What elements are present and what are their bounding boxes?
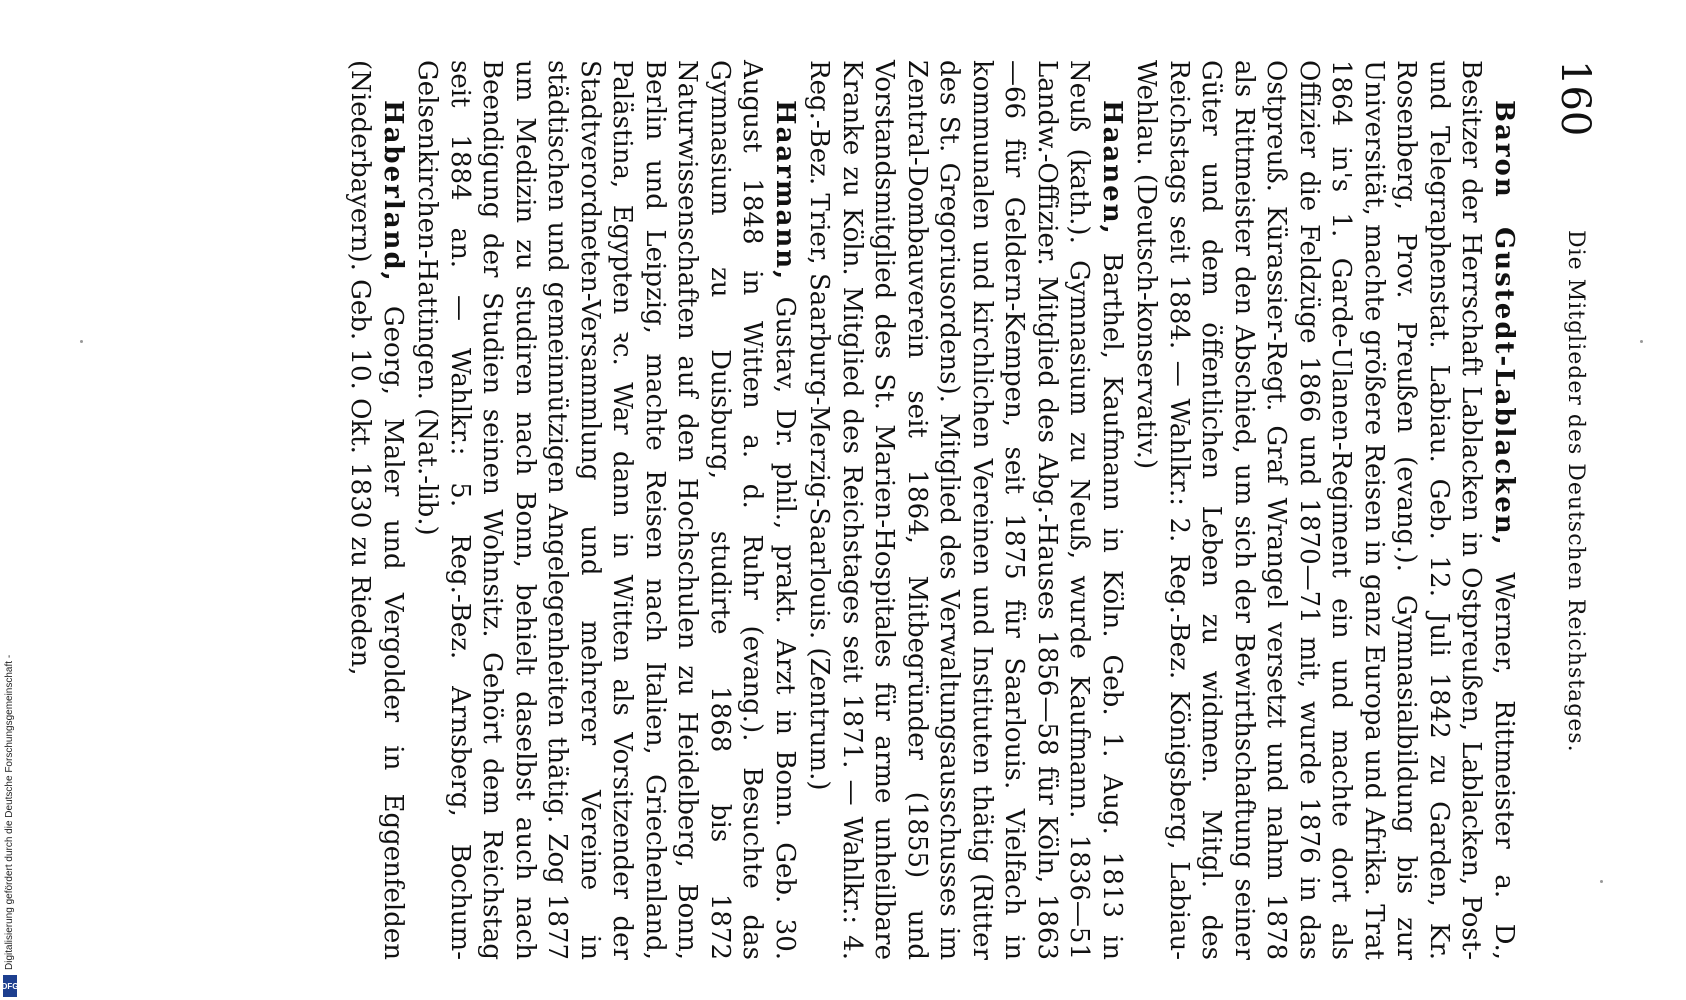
- entry-name: Haarmann,: [770, 100, 800, 282]
- entry-name: Baron Gustedt-Lablacken,: [1489, 100, 1519, 547]
- page-header: [1550, 60, 1600, 960]
- entry-text: Werner, Rittmeister a. D., Besitzer der Herrschaft Lablacken in Ostpreußen, Lablacken, Post- und Telegraphenstat. Labiau. Geb. 12. Juli 1842 zu Garden, Kr. Rosenberg, Prov. Preußen (evang.). Gymnasialbildung bis zur Universität, machte größere Reisen in ganz Europa und Afrika. Trat 1864 in's 1. Garde-Ulanen-Regiment ein und machte dort als Offizier die Feldzüge 1866 und 1870—71 mit, wurde 1876 in das Ostpreuß. Kürassier-Regt. Graf Wrangel versetzt und nahm 1878 als Rittmeister den Abschied, um sich der Bewirthschaftung seiner Güter und dem öffentlichen Leben zu widmen. Mitgl. des Reichstags seit 1884. — Wahlkr.: 2. Reg.-Bez. Königsberg, Labiau-Wehlau. (Deutsch-konservativ.): [1131, 60, 1519, 961]
- entry-name: Haberland,: [378, 100, 408, 283]
- scan-speck: [80, 340, 83, 343]
- entry-gustedt: [1130, 60, 1520, 960]
- entry-text: Gustav, Dr. phil., prakt. Arzt in Bonn. Geb. 30. August 1848 in Witten a. d. Ruhr (evang.). Besuchte das Gymnasium zu Duisburg, studirte 1868 bis 1872 Naturwissenschaften auf den Hochschulen zu Heidelberg, Bonn, Berlin und Leipzig, machte Reisen nach Italien, Griechenland, Palästina, Egypten ꝛc. War dann in Witten als Vorsitzender der Stadtverordneten-Versammlung und mehrerer Vereine in städtischen und gemeinnützigen Angelegenheiten thätig. Zog 1877 um Medizin zu studiren nach Bonn, behielt daselbst auch nach Beendigung der Studien seinen Wohnsitz. Gehört dem Reichstag seit 1884 an. — Wahlkr.: 5. Reg.-Bez. Arnsberg, Bochum-Gelsenkirchen-Hattingen. (Nat.-lib.): [412, 60, 800, 961]
- entry-haberland: [344, 60, 409, 960]
- credit-text: Digitalisierung gefördert durch die Deutsche Forschungsgemeinschaft -: [4, 654, 15, 970]
- page-body: [342, 60, 1520, 960]
- page-number: 160: [1552, 60, 1598, 137]
- scan-speck: [1640, 340, 1643, 343]
- scan-speck: [1600, 880, 1603, 883]
- dfg-logo-icon: DFG: [3, 975, 17, 997]
- entry-name: Haanen,: [1097, 100, 1127, 236]
- entry-text: Barthel, Kaufmann in Köln. Geb. 1. Aug. 1813 in Neuß (kath.). Gymnasium zu Neuß, wurde Kaufmann. 1836—51 Landw.-Offizier. Mitglied des Abg.-Hauses 1856—58 für Köln, 1863—66 für Geldern-Kempen, seit 1875 für Saarlouis. Vielfach in kommunalen und kirchlichen Vereinen und Instituten thätig (Ritter des St. Gregoriusordens). Mitglied des Verwaltungsausschusses im Zentral-Dombauverein seit 1864, Mitbegründer (1855) und Vorstandsmitglied des St. Marien-Hospitales für arme unheilbare Kranke zu Köln. Mitglied des Reichstages seit 1871. — Wahlkr.: 4. Reg.-Bez. Trier, Saarburg-Merzig-Saarlouis. (Zentrum.): [804, 60, 1127, 961]
- rotated-page-content: [120, 60, 1600, 960]
- digitization-credit: [0, 640, 20, 970]
- entry-text: Georg, Maler und Vergolder in Eggenfelden (Niederbayern). Geb. 10. Okt. 1830 zu Rieden,: [345, 60, 408, 960]
- entry-haarmann: [411, 60, 801, 960]
- running-head: Die Mitglieder des Deutschen Reichstages.: [1563, 230, 1588, 753]
- entry-haanen: [803, 60, 1128, 960]
